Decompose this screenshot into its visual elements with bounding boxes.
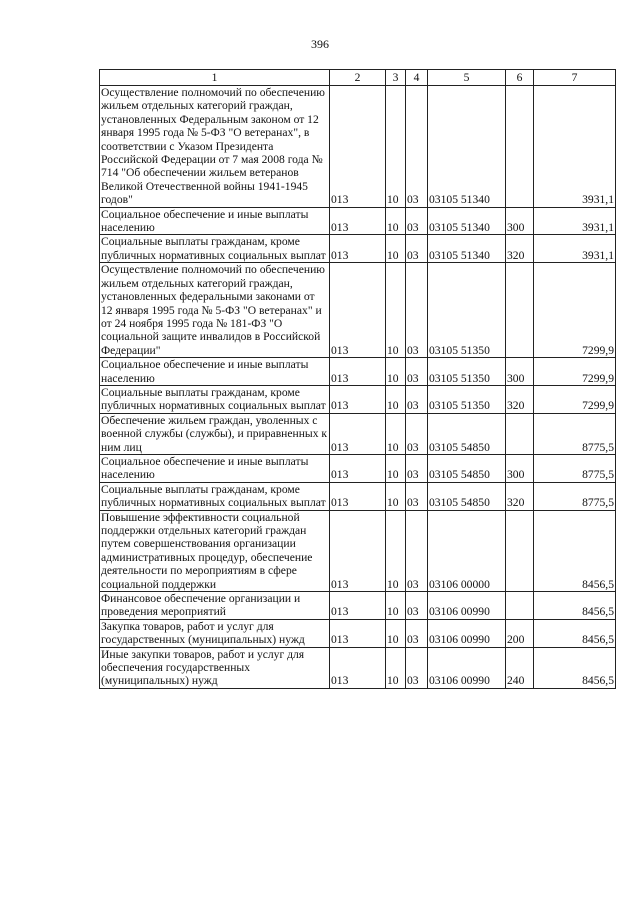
target-article-cell: 03105 51340 bbox=[428, 207, 506, 235]
table-row bbox=[100, 592, 616, 620]
table-row bbox=[100, 454, 616, 482]
expense-type-cell bbox=[506, 263, 534, 358]
table-row bbox=[100, 385, 616, 413]
column-header: 7 bbox=[534, 70, 616, 86]
row-name-cell: Осуществление полномочий по обеспечению жильем отдельных категорий граждан, установленных федеральными законами от 12 января 1995 года № 5-ФЗ "О ветеранах" и от 24 ноября 1995 года № 181-ФЗ "О социальной защите инвалидов в Российской Федерации" bbox=[100, 263, 330, 358]
ministry-code-cell: 013 bbox=[330, 482, 386, 510]
ministry-code-cell: 013 bbox=[330, 207, 386, 235]
expense-type-cell: 300 bbox=[506, 454, 534, 482]
subsection-code-cell: 03 bbox=[406, 482, 428, 510]
subsection-code-cell: 03 bbox=[406, 207, 428, 235]
table-row bbox=[100, 358, 616, 386]
expense-type-cell: 320 bbox=[506, 482, 534, 510]
target-article-cell: 03106 00990 bbox=[428, 619, 506, 647]
amount-cell: 7299,9 bbox=[534, 263, 616, 358]
page-number: 396 bbox=[311, 37, 329, 51]
subsection-code-cell: 03 bbox=[406, 86, 428, 208]
table-row bbox=[100, 647, 616, 688]
amount-cell: 7299,9 bbox=[534, 358, 616, 386]
section-code-cell: 10 bbox=[386, 647, 406, 688]
ministry-code-cell: 013 bbox=[330, 510, 386, 591]
amount-cell: 8775,5 bbox=[534, 482, 616, 510]
target-article-cell: 03106 00990 bbox=[428, 592, 506, 620]
expense-type-cell: 240 bbox=[506, 647, 534, 688]
subsection-code-cell: 03 bbox=[406, 358, 428, 386]
row-name-cell: Социальное обеспечение и иные выплаты населению bbox=[100, 358, 330, 386]
subsection-code-cell: 03 bbox=[406, 454, 428, 482]
target-article-cell: 03105 51350 bbox=[428, 358, 506, 386]
subsection-code-cell: 03 bbox=[406, 592, 428, 620]
subsection-code-cell: 03 bbox=[406, 235, 428, 263]
ministry-code-cell: 013 bbox=[330, 263, 386, 358]
subsection-code-cell: 03 bbox=[406, 263, 428, 358]
target-article-cell: 03105 54850 bbox=[428, 482, 506, 510]
row-name-cell: Социальные выплаты гражданам, кроме публичных нормативных социальных выплат bbox=[100, 385, 330, 413]
target-article-cell: 03106 00000 bbox=[428, 510, 506, 591]
subsection-code-cell: 03 bbox=[406, 647, 428, 688]
section-code-cell: 10 bbox=[386, 263, 406, 358]
ministry-code-cell: 013 bbox=[330, 647, 386, 688]
amount-cell: 3931,1 bbox=[534, 235, 616, 263]
section-code-cell: 10 bbox=[386, 207, 406, 235]
section-code-cell: 10 bbox=[386, 482, 406, 510]
column-header: 3 bbox=[386, 70, 406, 86]
amount-cell: 8775,5 bbox=[534, 413, 616, 454]
amount-cell: 8456,5 bbox=[534, 592, 616, 620]
subsection-code-cell: 03 bbox=[406, 413, 428, 454]
ministry-code-cell: 013 bbox=[330, 454, 386, 482]
column-header: 5 bbox=[428, 70, 506, 86]
section-code-cell: 10 bbox=[386, 358, 406, 386]
expense-type-cell: 320 bbox=[506, 385, 534, 413]
subsection-code-cell: 03 bbox=[406, 510, 428, 591]
expense-type-cell bbox=[506, 86, 534, 208]
target-article-cell: 03105 54850 bbox=[428, 413, 506, 454]
column-header: 1 bbox=[100, 70, 330, 86]
row-name-cell: Социальные выплаты гражданам, кроме публичных нормативных социальных выплат bbox=[100, 482, 330, 510]
row-name-cell: Закупка товаров, работ и услуг для государственных (муниципальных) нужд bbox=[100, 619, 330, 647]
amount-cell: 8456,5 bbox=[534, 619, 616, 647]
row-name-cell: Социальное обеспечение и иные выплаты населению bbox=[100, 454, 330, 482]
budget-table bbox=[99, 69, 616, 689]
section-code-cell: 10 bbox=[386, 235, 406, 263]
table-row bbox=[100, 86, 616, 208]
subsection-code-cell: 03 bbox=[406, 385, 428, 413]
column-header: 6 bbox=[506, 70, 534, 86]
row-name-cell: Иные закупки товаров, работ и услуг для обеспечения государственных (муниципальных) нужд bbox=[100, 647, 330, 688]
expense-type-cell bbox=[506, 510, 534, 591]
target-article-cell: 03105 51350 bbox=[428, 263, 506, 358]
row-name-cell: Финансовое обеспечение организации и проведения мероприятий bbox=[100, 592, 330, 620]
table-row bbox=[100, 619, 616, 647]
target-article-cell: 03105 51350 bbox=[428, 385, 506, 413]
expense-type-cell: 300 bbox=[506, 207, 534, 235]
amount-cell: 8456,5 bbox=[534, 510, 616, 591]
table-row bbox=[100, 482, 616, 510]
expense-type-cell: 300 bbox=[506, 358, 534, 386]
section-code-cell: 10 bbox=[386, 619, 406, 647]
ministry-code-cell: 013 bbox=[330, 358, 386, 386]
section-code-cell: 10 bbox=[386, 454, 406, 482]
target-article-cell: 03105 54850 bbox=[428, 454, 506, 482]
section-code-cell: 10 bbox=[386, 510, 406, 591]
ministry-code-cell: 013 bbox=[330, 86, 386, 208]
ministry-code-cell: 013 bbox=[330, 413, 386, 454]
row-name-cell: Социальное обеспечение и иные выплаты населению bbox=[100, 207, 330, 235]
ministry-code-cell: 013 bbox=[330, 385, 386, 413]
table-header-row bbox=[100, 70, 616, 86]
target-article-cell: 03106 00990 bbox=[428, 647, 506, 688]
table-row bbox=[100, 207, 616, 235]
target-article-cell: 03105 51340 bbox=[428, 235, 506, 263]
amount-cell: 3931,1 bbox=[534, 86, 616, 208]
amount-cell: 8775,5 bbox=[534, 454, 616, 482]
target-article-cell: 03105 51340 bbox=[428, 86, 506, 208]
section-code-cell: 10 bbox=[386, 413, 406, 454]
expense-type-cell: 320 bbox=[506, 235, 534, 263]
table-row bbox=[100, 413, 616, 454]
expense-type-cell bbox=[506, 413, 534, 454]
expense-type-cell bbox=[506, 592, 534, 620]
section-code-cell: 10 bbox=[386, 592, 406, 620]
amount-cell: 7299,9 bbox=[534, 385, 616, 413]
column-header: 2 bbox=[330, 70, 386, 86]
table-row bbox=[100, 510, 616, 591]
section-code-cell: 10 bbox=[386, 385, 406, 413]
row-name-cell: Повышение эффективности социальной поддержки отдельных категорий граждан путем совершенствования организации административных процедур, обеспечение деятельности по мероприятиям в сфере социальной поддержки bbox=[100, 510, 330, 591]
expense-type-cell: 200 bbox=[506, 619, 534, 647]
amount-cell: 8456,5 bbox=[534, 647, 616, 688]
ministry-code-cell: 013 bbox=[330, 592, 386, 620]
section-code-cell: 10 bbox=[386, 86, 406, 208]
ministry-code-cell: 013 bbox=[330, 619, 386, 647]
column-header: 4 bbox=[406, 70, 428, 86]
amount-cell: 3931,1 bbox=[534, 207, 616, 235]
ministry-code-cell: 013 bbox=[330, 235, 386, 263]
row-name-cell: Обеспечение жильем граждан, уволенных с военной службы (службы), и приравненных к ним лиц bbox=[100, 413, 330, 454]
subsection-code-cell: 03 bbox=[406, 619, 428, 647]
table-row bbox=[100, 235, 616, 263]
row-name-cell: Осуществление полномочий по обеспечению жильем отдельных категорий граждан, установленных Федеральным законом от 12 января 1995 года № 5-ФЗ "О ветеранах", в соответствии с Указом Президента Российской Федерации от 7 мая 2008 года № 714 "Об обеспечении жильем ветеранов Великой Отечественной войны 1941-1945 годов" bbox=[100, 86, 330, 208]
row-name-cell: Социальные выплаты гражданам, кроме публичных нормативных социальных выплат bbox=[100, 235, 330, 263]
table-row bbox=[100, 263, 616, 358]
